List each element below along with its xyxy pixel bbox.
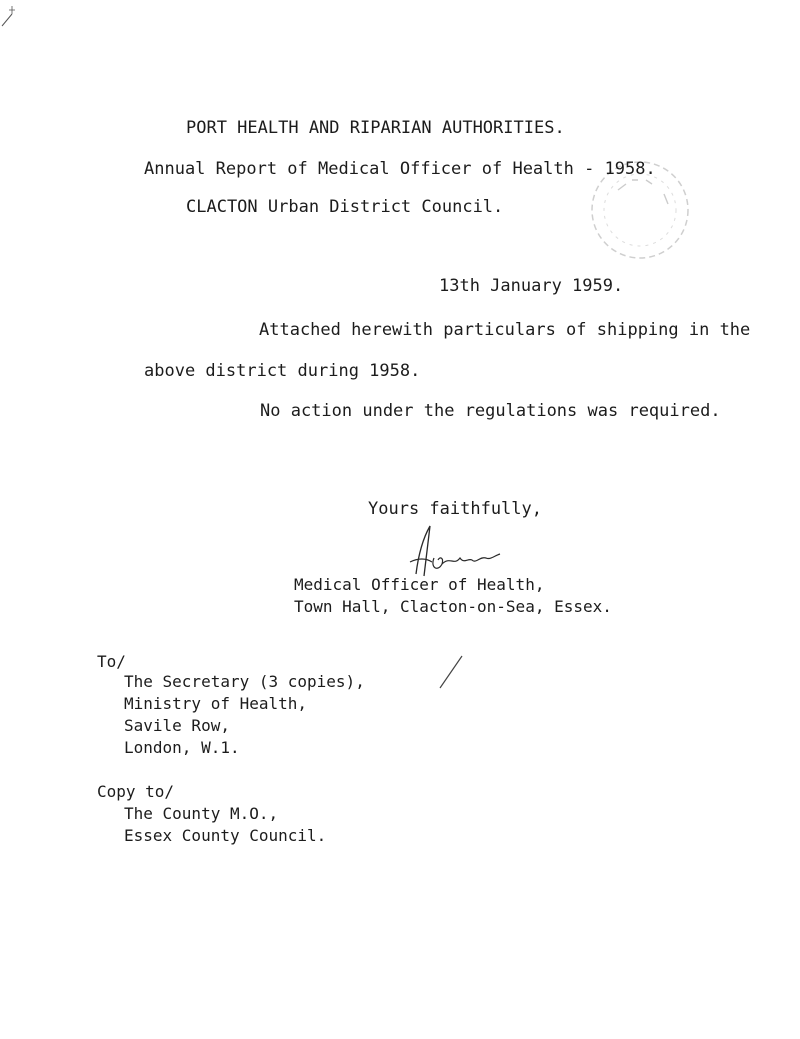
body-paragraph-line: above district during 1958. [144,361,421,381]
copy-recipient-line: Essex County Council. [124,826,327,845]
pencil-tick-mark [436,652,466,692]
closing-salutation: Yours faithfully, [368,499,542,519]
letter-date: 13th January 1959. [439,276,624,296]
recipient-line: Ministry of Health, [124,694,308,713]
recipient-line: Savile Row, [124,716,230,735]
letter-subject: Annual Report of Medical Officer of Health - 1958. [144,159,656,179]
body-paragraph-line: Attached herewith particulars of shipping in the [259,320,751,340]
handwritten-signature [400,522,510,580]
copy-recipient-line: The County M.O., [124,804,279,823]
district-name: CLACTON Urban District Council. [186,197,504,217]
copy-label: Copy to/ [97,782,175,801]
corner-pencil-mark [0,0,30,30]
recipient-line: London, W.1. [124,738,240,757]
signatory-address: Town Hall, Clacton-on-Sea, Essex. [294,597,612,616]
recipient-label: To/ [97,652,126,671]
signatory-title: Medical Officer of Health, [294,575,545,594]
letter-heading: PORT HEALTH AND RIPARIAN AUTHORITIES. [186,118,565,138]
recipient-line: The Secretary (3 copies), [124,672,365,691]
body-paragraph-line: No action under the regulations was required. [260,401,721,421]
